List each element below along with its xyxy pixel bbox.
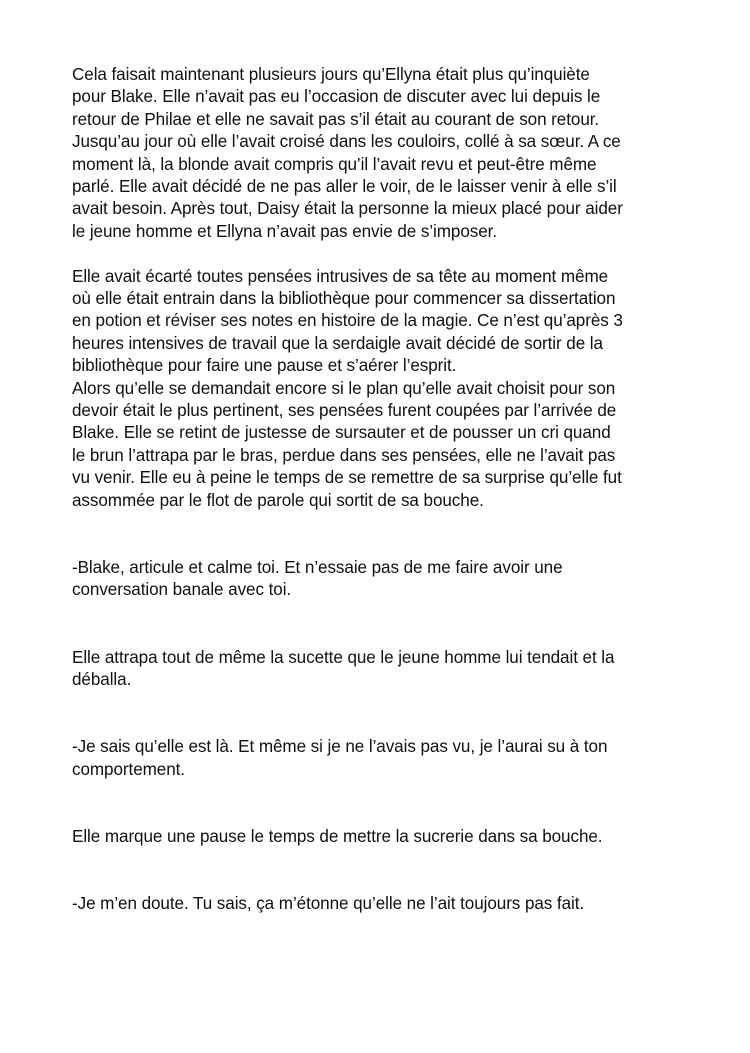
paragraph-4: Elle attrapa tout de même la sucette que le jeune homme lui tendait et la déballa. (72, 647, 615, 689)
paragraph-2: Elle avait écarté toutes pensées intrusives de sa tête au moment même où elle était entrain dans la bibliothèque pour commencer sa dissertation en potion et réviser ses notes en histoire de la magie. Ce n’est qu’après 3 heures intensives de travail que la serdaigle avait décidé de sortir de la bibliothèque pour faire une pause et s’aérer l’esprit. (72, 266, 623, 376)
paragraph-spacer (72, 691, 684, 736)
paragraph-spacer (72, 512, 684, 557)
dialogue-2: -Je sais qu’elle est là. Et même si je ne l’avais pas vu, je l’aurai su à ton comportement. (72, 737, 608, 779)
dialogue-3: -Je m’en doute. Tu sais, ça m’étonne qu’elle ne l’ait toujours pas fait. (72, 893, 585, 913)
paragraph-1: Cela faisait maintenant plusieurs jours qu’Ellyna était plus qu’inquiète pour Blake. Elle n’avait pas eu l’occasion de discuter avec lui depuis le retour de Philae et elle ne savait pas s’il était au courant de son retour. Jusqu’au jour où elle l’avait croisé dans les couloirs, collé à sa sœur. A ce moment là, la blonde avait compris qu’il l’avait revu et peut-être même parlé. Elle avait décidé de ne pas aller le voir, de le laisser venir à elle s’il avait besoin. Après tout, Daisy était la personne la mieux placé pour aider le jeune homme et Ellyna n’avait pas envie de s’imposer. (72, 65, 623, 241)
paragraph-spacer (72, 848, 684, 893)
paragraph-spacer (72, 781, 684, 826)
dialogue-1: -Blake, articule et calme toi. Et n’essaie pas de me faire avoir une conversation banale avec toi. (72, 557, 563, 600)
document-body (72, 64, 684, 915)
paragraph-spacer (72, 243, 684, 265)
paragraph-5: Elle marque une pause le temps de mettre la sucrerie dans sa bouche. (72, 826, 603, 846)
paragraph-spacer (72, 602, 684, 647)
paragraph-3: Alors qu’elle se demandait encore si le plan qu’elle avait choisit pour son devoir était le plus pertinent, ses pensées furent coupées par l’arrivée de Blake. Elle se retint de justesse de sursauter et de pousser un cri quand le brun l’attrapa par le bras, perdue dans ses pensées, elle ne l’avait pas vu venir. Elle eu à peine le temps de se remettre de sa surprise qu’elle fut assommée par le flot de parole qui sortit de sa bouche. (72, 378, 622, 510)
